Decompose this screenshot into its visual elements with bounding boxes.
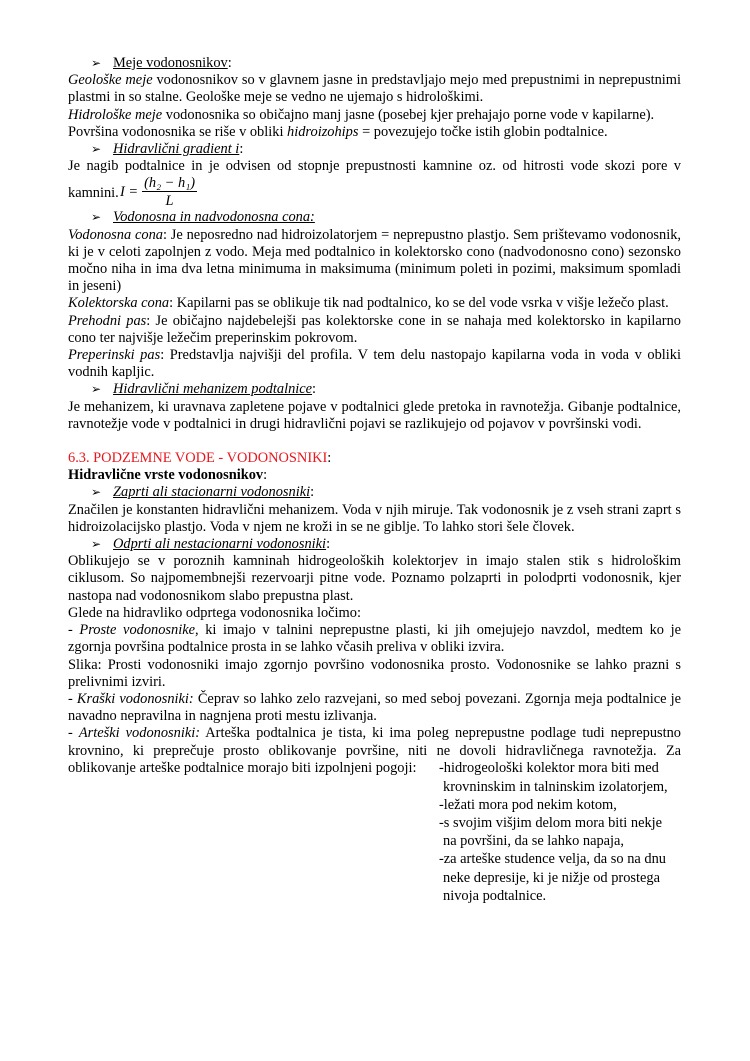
condition-line: -s svojim višjim delom mora biti nekje xyxy=(439,815,663,832)
document-page xyxy=(68,55,682,904)
section-title: Vodonosna in nadvodonosna cona: xyxy=(113,209,315,226)
condition-line: krovninskim in talninskim izolatorjem, xyxy=(443,778,668,795)
chapter-heading: 6.3. PODZEMNE VODE - VODONOSNIKI: xyxy=(68,450,332,467)
conditions-list xyxy=(439,759,699,905)
condition-line: nivoja podtalnice. xyxy=(443,887,547,904)
arrow-bullet-icon: ➢ xyxy=(91,142,102,157)
arrow-bullet-icon: ➢ xyxy=(91,537,102,552)
paragraph: Vodonosna cona: Je neposredno nad hidroizolatorjem = neprepustno plastjo. Sem prištevamo vodonosnik, ki je v celoti zapolnjen z vodo. Meja med podtalnico in kolektorsko cono (nadvodonosno cono) sezonsko močno niha in ima dva letna minimuma in maksimuma (minimum poleti in pozimi, maksimum spomladi in jeseni) xyxy=(68,226,681,295)
arrow-bullet-icon: ➢ xyxy=(91,210,102,225)
bullet-meje: ➢ Meje vodonosnikov: xyxy=(91,55,232,71)
bullet-mehanizem: ➢ Hidravlični mehanizem podtalnice: xyxy=(91,381,317,398)
condition-line: -hidrogeološki kolektor mora biti med xyxy=(439,760,659,777)
paragraph: Značilen je konstanten hidravlični mehanizem. Voda v njih miruje. Tak vodonosnik je z vseh strani zaprt s hidroizolacijsko plastjo. Voda v njem ne kroži in se ne giblje. To lahko stori šele človek. xyxy=(68,501,681,535)
paragraph: Je nagib podtalnice in je odvisen od stopnje prepustnosti kamnine oz. od hitrosti vode skozi pore v xyxy=(68,158,681,175)
paragraph: Slika: Prosti vodonosniki imajo zgornjo površino vodonosnika prosto. Vodonosnike se lahko prazni s prelivnimi izviri. xyxy=(68,656,681,690)
paragraph: - Kraški vodonosniki: Čeprav so lahko zelo razvejani, so med seboj povezani. Zgornja meja podtalnice je navadno nepravilna in nagnjena proti mestu izlivanja. xyxy=(68,690,682,725)
paragraph: - Proste vodonosnike, ki imajo v talnini neprepustne plasti, ki jih omejujejo navzdol, medtem ko je zgornja površina podtalnice prosta in se lahko včasih preliva v obliki izvira. xyxy=(68,622,681,656)
bullet-odprti: ➢ Odprti ali nestacionarni vodonosniki: xyxy=(91,536,331,553)
gradient-formula: kamnini. I = $\frac{\text{(h₂ − h₁)}}{L}$ xyxy=(68,175,195,210)
paragraph: Oblikujejo se v poroznih kamninah hidrogeoloških kolektorjev in imajo stalen stik s hidrološkim ciklusom. So najpomembnejši rezervoarji pitne vode. Poznamo polzaprti in polodprti vodonosnik, kjer nastopa nad vodonosnikom slabo prepustna plast. xyxy=(68,553,681,604)
paragraph: Prehodni pas: Je običajno najdebelejši pas kolektorske cone in se nahaja med kolektorsko in kapilarno cono ter najvišje ležečim preperinskim pokrovom. xyxy=(68,312,681,346)
paragraph: Površina vodonosnika se riše v obliki hidroizohips = povezujejo točke istih globin podtalnice. xyxy=(68,123,608,140)
section-title: Hidravlični mehanizem podtalnice xyxy=(113,381,313,398)
paragraph: Hidrološke meje vodonosnika so običajno manj jasne (posebej kjer prehajajo porne vode v kapilarne). xyxy=(68,106,655,123)
section-title: Odprti ali nestacionarni vodonosniki xyxy=(113,536,327,553)
section-title: Meje vodonosnikov xyxy=(113,55,228,71)
condition-line: neke depresije, ki je nižje od prostega xyxy=(443,869,660,886)
bullet-cona xyxy=(68,209,681,226)
bullet-gradient: ➢ Hidravlični gradient i: xyxy=(91,141,244,158)
paragraph: Preperinski pas: Predstavlja najvišji del profila. V tem delu nastopajo kapilarna voda in voda v obliki vodnih kapljic. xyxy=(68,347,681,381)
paragraph: - Arteški vodonosniki: Arteška podtalnica je tista, ki ima poleg neprepustne podlage tudi neprepustno krovnino, ki preprečuje prosto oblikovanje površine, niti ne dovoli hidravličnega ravnotežja. Za oblikovanje arteške podtalnice morajo biti izpolnjeni pogoji: xyxy=(68,725,681,776)
section-title: Hidravlični gradient i xyxy=(113,141,240,158)
paragraph: Geološke meje vodonosnikov so v glavnem jasne in predstavljajo mejo med prepustnimi in neprepustnimi plastmi in so stalne. Geološke meje se vedno ne ujemajo s hidrološkimi. xyxy=(68,72,681,106)
fraction: I = $\frac{\text{(h₂ − h₁)}}{L}$ xyxy=(120,175,195,210)
section-title: Zaprti ali stacionarni vodonosniki xyxy=(113,484,311,501)
subheading: Hidravlične vrste vodonosnikov: xyxy=(68,467,268,484)
fraction-numerator: (h₂ − h₁) xyxy=(144,175,195,192)
fraction-denominator: L xyxy=(165,193,174,210)
arrow-bullet-icon: ➢ xyxy=(91,485,102,500)
bullet-zaprti: ➢ Zaprti ali stacionarni vodonosniki: xyxy=(91,484,315,501)
condition-line: -za arteške studence velja, da so na dnu xyxy=(439,851,666,868)
paragraph: Kolektorska cona: Kapilarni pas se oblikuje tik nad podtalnico, ko se del vode vsrka v višje ležečo plast. xyxy=(68,295,669,312)
condition-line: na površini, da se lahko napaja, xyxy=(443,833,625,850)
condition-line: -ležati mora pod nekim kotom, xyxy=(439,796,617,813)
paragraph: Glede na hidravliko odprtega vodonosnika ločimo: xyxy=(68,604,361,621)
arrow-bullet-icon: ➢ xyxy=(91,382,102,397)
paragraph: Je mehanizem, ki uravnava zapletene pojave v podtalnici glede pretoka in ravnotežja. Gibanje podtalnice, ravnotežje vode v podtalnici in drugi hidravlični pojavi se razlikujejo od pojavov v površinski vodi. xyxy=(68,398,681,432)
arrow-bullet-icon: ➢ xyxy=(91,56,102,70)
